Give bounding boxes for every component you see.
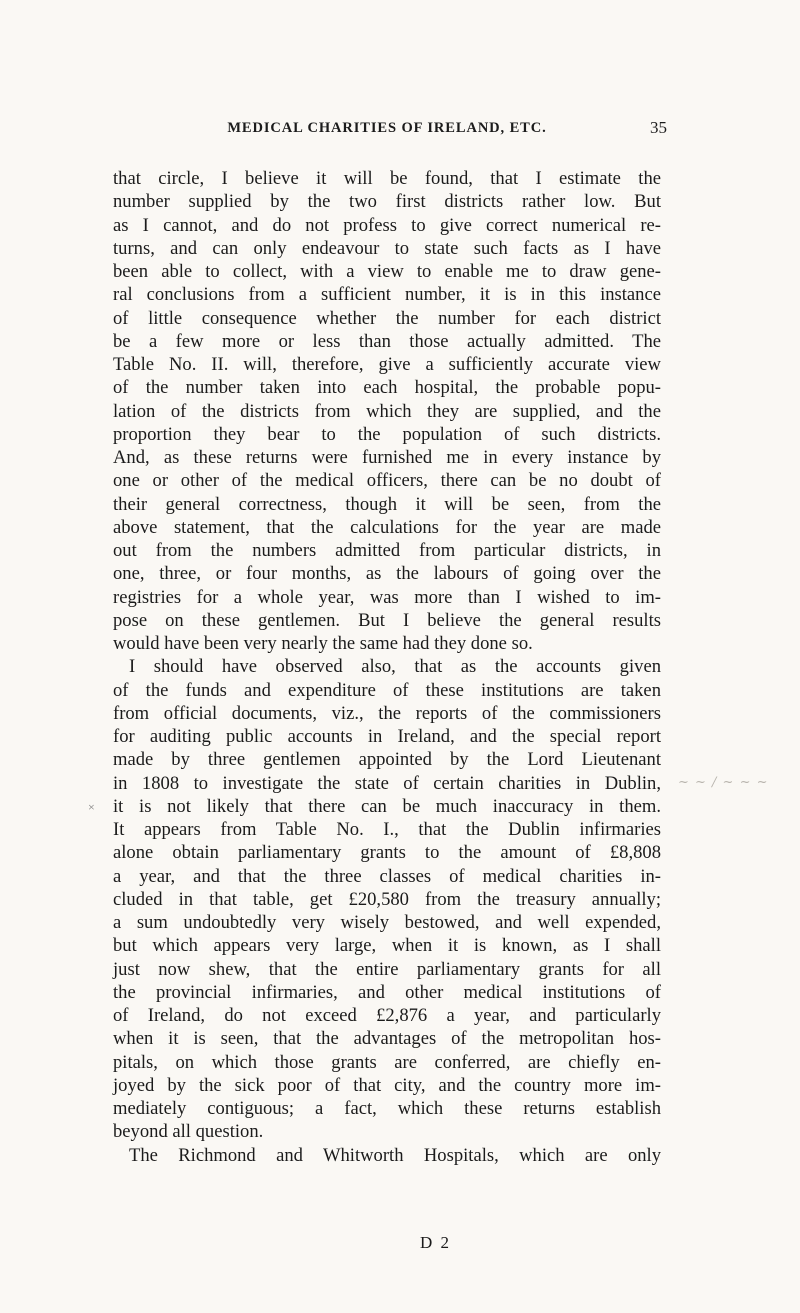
text-line: of little consequence whether the number for each district bbox=[113, 307, 661, 329]
text-line: just now shew, that the entire parliamentary grants for all bbox=[113, 958, 661, 980]
text-line: been able to collect, with a view to enable me to draw gene- bbox=[113, 261, 661, 282]
text-line: of Ireland, do not exceed £2,876 a year, and particularly bbox=[113, 1005, 661, 1026]
text-line: one, three, or four months, as the labours of going over the bbox=[113, 563, 661, 585]
text-line: registries for a whole year, was more than I wished to im- bbox=[113, 586, 661, 608]
running-title: MEDICAL CHARITIES OF IRELAND, ETC. bbox=[227, 120, 547, 136]
margin-tick-mark: × bbox=[88, 800, 95, 814]
text-line: from official documents, viz., the reports of the commissioners bbox=[113, 702, 661, 724]
text-line: ral conclusions from a sufficient number, it is in this instance bbox=[113, 284, 661, 306]
text-line: alone obtain parliamentary grants to the amount of £8,808 bbox=[113, 842, 661, 864]
text-line: when it is seen, that the advantages of the metropolitan hos- bbox=[113, 1028, 661, 1050]
text-line: a year, and that the three classes of medical charities in- bbox=[113, 865, 661, 887]
text-line: mediately contiguous; a fact, which these returns establish bbox=[113, 1098, 661, 1119]
text-line: it is not likely that there can be much inaccuracy in them. bbox=[113, 795, 661, 817]
text-line: their general correctness, though it will be seen, from the bbox=[113, 493, 661, 515]
text-line: made by three gentlemen appointed by the Lord Lieutenant bbox=[113, 749, 661, 771]
text-line: one or other of the medical officers, there can be no doubt of bbox=[113, 470, 661, 492]
text-line: Table No. II. will, therefore, give a sufficiently accurate view bbox=[113, 354, 661, 375]
text-line: proportion they bear to the population of such districts. bbox=[113, 423, 661, 445]
text-line: out from the numbers admitted from particular districts, in bbox=[113, 540, 661, 561]
text-line: be a few more or less than those actually admitted. The bbox=[113, 330, 661, 352]
text-line: joyed by the sick poor of that city, and the country more im- bbox=[113, 1074, 661, 1096]
text-line: as I cannot, and do not profess to give correct numerical re- bbox=[113, 214, 661, 236]
text-line: for auditing public accounts in Ireland, and the special report bbox=[113, 726, 661, 747]
text-line: It appears from Table No. I., that the Dublin infirmaries bbox=[113, 819, 661, 840]
text-line: above statement, that the calculations for the year are made bbox=[113, 516, 661, 538]
text-line: pitals, on which those grants are conferred, are chiefly en- bbox=[113, 1051, 661, 1073]
text-line: a sum undoubtedly very wisely bestowed, and well expended, bbox=[113, 912, 661, 933]
text-line: lation of the districts from which they are supplied, and the bbox=[113, 400, 661, 422]
text-line: beyond all question. bbox=[113, 1121, 264, 1143]
text-line: of the funds and expenditure of these institutions are taken bbox=[113, 679, 661, 701]
text-line: cluded in that table, get £20,580 from the treasury annually; bbox=[113, 888, 661, 910]
text-line: the provincial infirmaries, and other medical institutions of bbox=[113, 981, 661, 1003]
text-line: of the number taken into each hospital, the probable popu- bbox=[113, 377, 661, 399]
text-line: I should have observed also, that as the accounts given bbox=[129, 656, 661, 678]
text-line: would have been very nearly the same had they done so. bbox=[113, 633, 533, 654]
text-line: And, as these returns were furnished me in every instance by bbox=[113, 447, 661, 468]
text-line: that circle, I believe it will be found, that I estimate the bbox=[113, 168, 661, 189]
text-line: in 1808 to investigate the state of certain charities in Dublin, bbox=[113, 772, 661, 794]
text-line: turns, and can only endeavour to state such facts as I have bbox=[113, 237, 661, 259]
text-line: but which appears very large, when it is known, as I shall bbox=[113, 935, 661, 957]
text-line: pose on these gentlemen. But I believe the general results bbox=[113, 609, 661, 631]
text-line: number supplied by the two first districts rather low. But bbox=[113, 191, 661, 213]
signature-mark: D 2 bbox=[420, 1233, 452, 1252]
page-number: 35 bbox=[650, 118, 667, 137]
text-line: The Richmond and Whitworth Hospitals, which are only bbox=[129, 1144, 661, 1166]
pencil-annotation: ~ ~ / ~ ~ ~ bbox=[678, 775, 769, 790]
body-text bbox=[113, 167, 661, 1167]
running-head bbox=[114, 118, 667, 142]
